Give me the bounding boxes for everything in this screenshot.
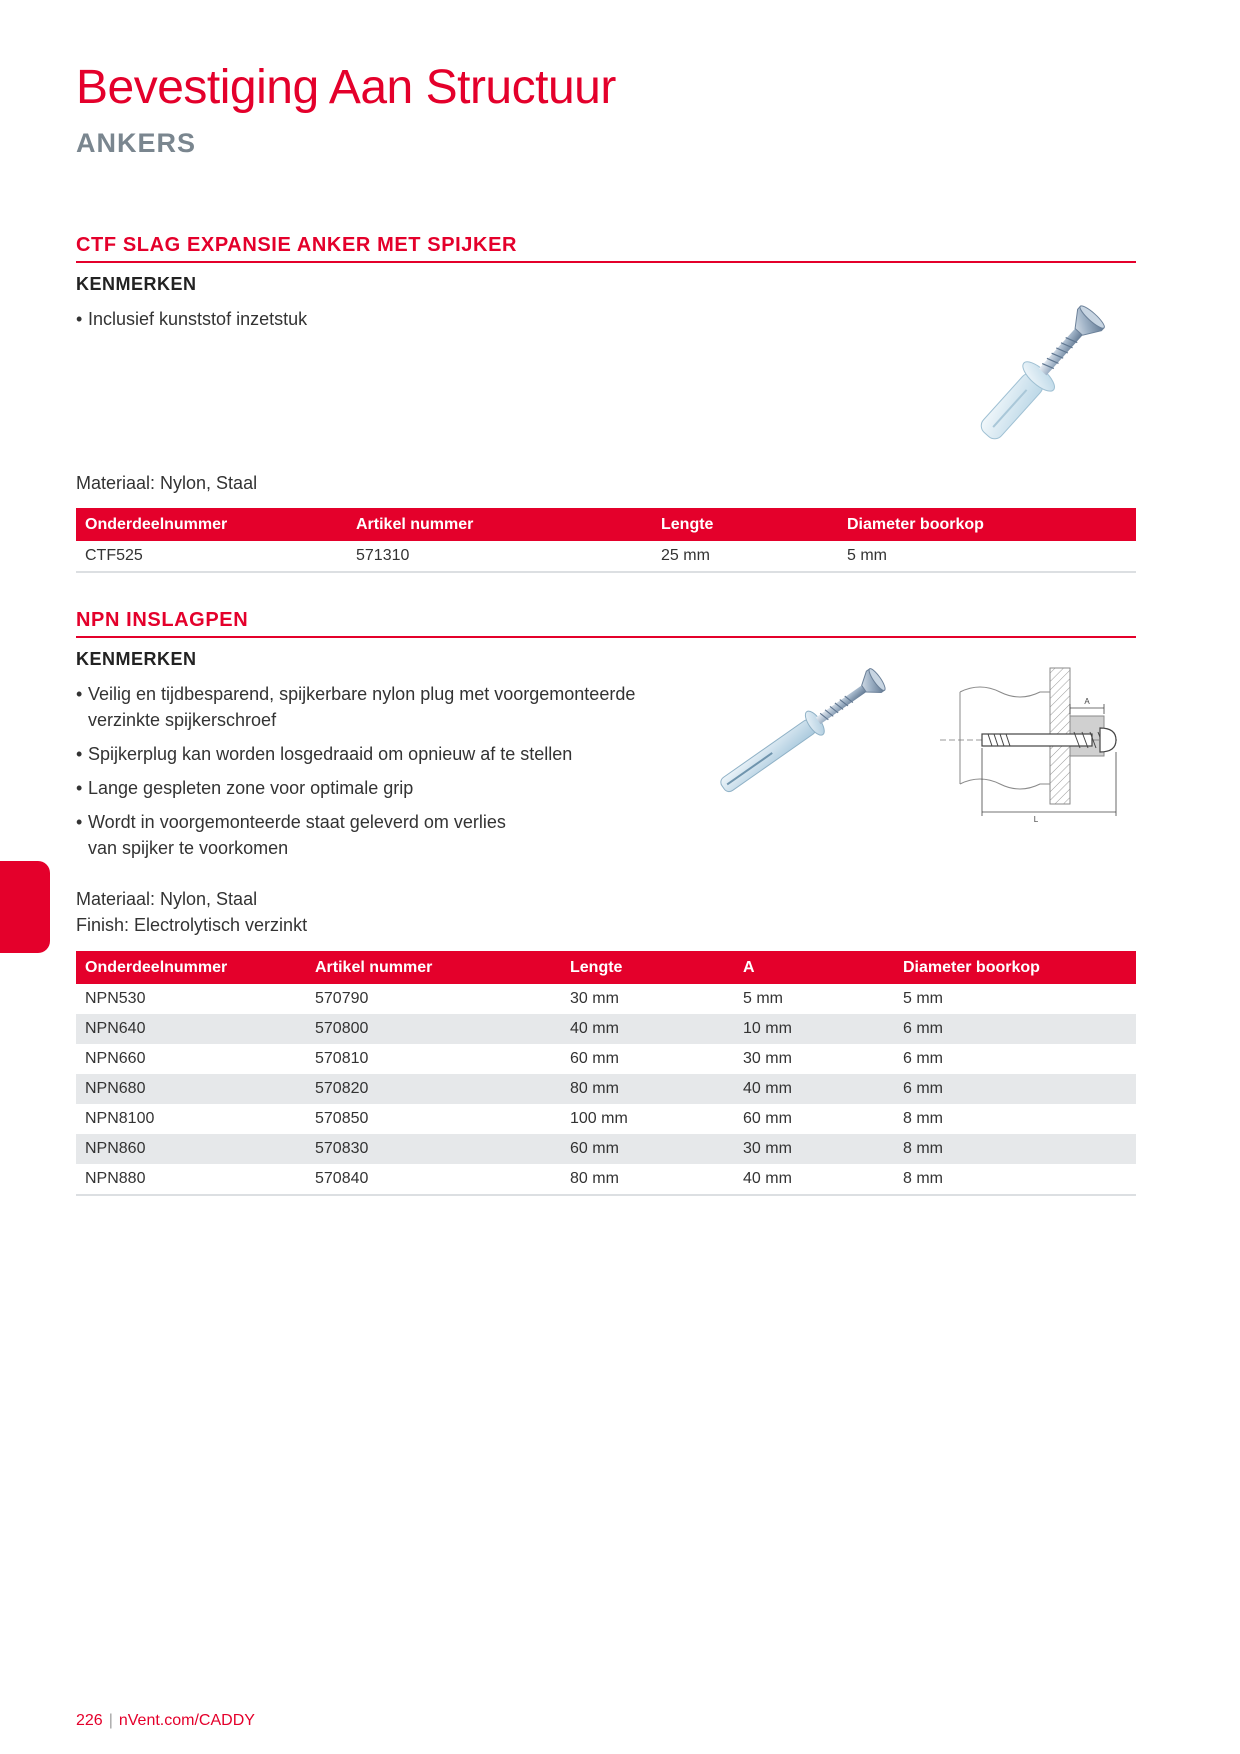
features-heading-ctf: KENMERKEN [76, 274, 197, 294]
table-row [76, 1104, 1136, 1134]
installation-diagram [940, 664, 1140, 829]
material-ctf: Materiaal: Nylon, Staal [76, 473, 258, 493]
footer-link[interactable]: nVent.com/CADDY [118, 1712, 255, 1729]
table-cell: 30 mm [570, 990, 619, 1007]
table-cell: 30 mm [734, 1134, 894, 1164]
table-cell: NPN860 [76, 1134, 306, 1164]
table-cell: NPN8100 [85, 1110, 155, 1127]
table-cell: 5 mm [903, 990, 943, 1007]
column-header: Lengte [652, 508, 838, 541]
table-cell: NPN640 [76, 1014, 306, 1044]
material-npn: Materiaal: Nylon, Staal [76, 889, 258, 909]
table-cell: 25 mm [652, 541, 838, 572]
list-item: • Veilig en tijdbesparend, spijkerbare nylon plug met voorgemonteerde verzinkte spijkerschroef [76, 681, 696, 733]
finish-npn: Finish: Electrolytisch verzinkt [76, 915, 308, 935]
table-row [76, 1164, 1136, 1195]
dimension-label-a: A [1084, 697, 1090, 706]
column-header: Onderdeelnummer [76, 951, 306, 984]
table-cell: 40 mm [734, 1164, 894, 1195]
table-cell: 5 mm [743, 990, 783, 1007]
table-row [76, 1134, 1136, 1164]
anchor-product-image [945, 290, 1135, 460]
section-rule-npn [76, 636, 1136, 638]
dimension-label-l: L [1033, 815, 1039, 824]
table-cell: 570830 [306, 1134, 561, 1164]
table-cell: NPN660 [85, 1050, 146, 1067]
table-row [76, 984, 1136, 1014]
table-cell: 60 mm [570, 1050, 619, 1067]
table-cell: NPN880 [76, 1164, 306, 1195]
column-header: Onderdeelnummer [76, 508, 347, 541]
page-title: Bevestiging Aan Structuur [76, 61, 616, 114]
table-cell: 80 mm [561, 1074, 734, 1104]
page-number: 226 [76, 1712, 103, 1729]
list-item: • Spijkerplug kan worden losgedraaid om opnieuw af te stellen [76, 741, 696, 767]
section-title-npn: NPN INSLAGPEN [76, 609, 249, 631]
section-rule-ctf [76, 261, 1136, 263]
table-cell: 570810 [315, 1050, 369, 1067]
table-cell: 8 mm [894, 1164, 1136, 1195]
table-cell: 570820 [306, 1074, 561, 1104]
spec-table-ctf [76, 508, 1136, 573]
table-row [76, 541, 1136, 572]
column-header: A [734, 951, 894, 984]
table-cell: 5 mm [838, 541, 1136, 572]
table-cell: 60 mm [743, 1110, 792, 1127]
table-cell: 60 mm [561, 1134, 734, 1164]
table-cell: 80 mm [561, 1164, 734, 1195]
table-cell: 40 mm [561, 1014, 734, 1044]
side-tab-marker [0, 861, 50, 953]
footer [76, 1712, 255, 1730]
table-cell: CTF525 [76, 541, 347, 572]
features-list-npn [76, 681, 696, 869]
table-row [76, 1014, 1136, 1044]
list-item: • Inclusief kunststof inzetstuk [76, 306, 676, 332]
table-cell: 570800 [306, 1014, 561, 1044]
column-header: Lengte [561, 951, 734, 984]
nail-plug-product-image [715, 660, 895, 800]
table-cell: 570850 [315, 1110, 369, 1127]
column-header: Diameter boorkop [894, 951, 1136, 984]
table-cell: 570840 [306, 1164, 561, 1195]
list-item: • Wordt in voorgemonteerde staat geleverd om verlies van spijker te voorkomen [76, 809, 696, 861]
table-cell: 571310 [347, 541, 652, 572]
table-cell: 6 mm [894, 1074, 1136, 1104]
section-title-ctf: CTF SLAG EXPANSIE ANKER MET SPIJKER [76, 234, 518, 256]
table-row [76, 1044, 1136, 1074]
table-cell: 30 mm [743, 1050, 792, 1067]
features-list-ctf [76, 306, 676, 340]
table-cell: 8 mm [903, 1110, 943, 1127]
page-subtitle: ANKERS [76, 128, 197, 158]
features-heading-npn: KENMERKEN [76, 649, 197, 669]
list-item: • Lange gespleten zone voor optimale grip [76, 775, 696, 801]
table-cell: NPN680 [76, 1074, 306, 1104]
table-cell: NPN530 [85, 990, 146, 1007]
column-header: Artikel nummer [347, 508, 652, 541]
table-cell: 10 mm [734, 1014, 894, 1044]
table-cell: 6 mm [903, 1050, 943, 1067]
table-row [76, 1074, 1136, 1104]
column-header: Diameter boorkop [838, 508, 1136, 541]
footer-separator: | [108, 1712, 113, 1729]
table-cell: 570790 [315, 990, 369, 1007]
spec-table-npn [76, 951, 1136, 1196]
column-header: Artikel nummer [306, 951, 561, 984]
table-cell: 8 mm [894, 1134, 1136, 1164]
table-cell: 40 mm [734, 1074, 894, 1104]
table-cell: 100 mm [570, 1110, 628, 1127]
table-cell: 6 mm [894, 1014, 1136, 1044]
